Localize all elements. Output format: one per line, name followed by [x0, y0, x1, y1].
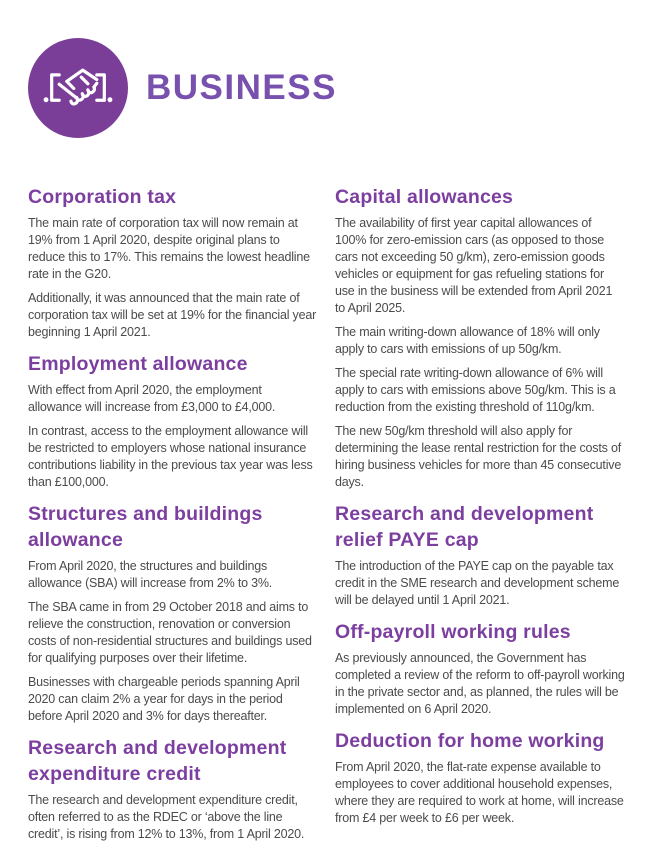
paragraph: As previously announced, the Government has completed a review of the reform to off-payroll working in the private sector and, as planned, the rules will be implemented on 6 April 2020.	[335, 651, 625, 716]
left-column	[28, 184, 318, 850]
business-badge	[28, 38, 128, 138]
section-heading: Capital allowances	[335, 186, 514, 208]
section-heading: Research and development relief PAYE cap	[335, 503, 594, 551]
right-column	[335, 184, 625, 850]
handshake-icon	[31, 41, 125, 135]
paragraph: Additionally, it was announced that the main rate of corporation tax will be set at 19% for the financial year beginning 1 April 2021.	[28, 291, 317, 339]
paragraph: With effect from April 2020, the employment allowance will increase from £3,000 to £4,000.	[28, 383, 276, 414]
section-heading: Structures and buildings allowance	[28, 503, 263, 551]
page-title: BUSINESS	[146, 68, 337, 107]
section-rd-relief-paye-cap	[335, 501, 625, 609]
section-heading: Deduction for home working	[335, 730, 605, 752]
paragraph: The introduction of the PAYE cap on the payable tax credit in the SME research and development scheme will be delayed until 1 April 2021.	[335, 559, 620, 607]
paragraph: The research and development expenditure credit, often referred to as the RDEC or ‘above the line credit’, is rising from 12% to 13%, from 1 April 2020.	[28, 793, 305, 841]
section-off-payroll-working-rules	[335, 619, 625, 718]
paragraph: The new 50g/km threshold will also apply for determining the lease rental restriction for the costs of hiring business vehicles for more than 45 consecutive days.	[335, 424, 622, 489]
paragraph: The main writing-down allowance of 18% will only apply to cars with emissions of up 50g/km.	[335, 325, 600, 356]
section-capital-allowances	[335, 184, 625, 491]
section-structures-buildings-allowance	[28, 501, 318, 725]
section-heading: Employment allowance	[28, 353, 248, 375]
paragraph: In contrast, access to the employment allowance will be restricted to employers whose national insurance contributions liability in the previous tax year was less than £100,000.	[28, 424, 313, 489]
section-employment-allowance	[28, 351, 318, 491]
page-header	[28, 38, 625, 138]
section-heading: Off-payroll working rules	[335, 621, 571, 643]
content-columns	[28, 184, 625, 850]
paragraph: From April 2020, the structures and buildings allowance (SBA) will increase from 2% to 3%.	[28, 559, 273, 590]
paragraph: The main rate of corporation tax will now remain at 19% from 1 April 2020, despite original plans to reduce this to 17%. This remains the lowest headline rate in the G20.	[28, 216, 310, 281]
paragraph: The SBA came in from 29 October 2018 and aims to relieve the construction, renovation or conversion costs of non-residential structures and buildings used for qualifying purposes over their lifetime.	[28, 600, 312, 665]
section-deduction-home-working	[335, 728, 625, 827]
paragraph: The special rate writing-down allowance of 6% will apply to cars with emissions above 50g/km. This is a reduction from the existing threshold of 110g/km.	[335, 366, 616, 414]
paragraph: From April 2020, the flat-rate expense available to employees to cover additional household expenses, where they are required to work at home, will increase from £4 per week to £6 per week.	[335, 760, 624, 825]
section-heading: Corporation tax	[28, 186, 177, 208]
paragraph: Businesses with chargeable periods spanning April 2020 can claim 2% a year for days in the period before April 2020 and 3% for days thereafter.	[28, 675, 300, 723]
paragraph: The availability of first year capital allowances of 100% for zero-emission cars (as opposed to those cars not exceeding 50 g/km), zero-emission goods vehicles or equipment for gas refueling stations for use in the business will be extended from April 2021 to April 2025.	[335, 216, 613, 315]
section-corporation-tax	[28, 184, 318, 341]
section-heading: Research and development expenditure credit	[28, 737, 287, 785]
section-rd-expenditure-credit	[28, 735, 318, 843]
